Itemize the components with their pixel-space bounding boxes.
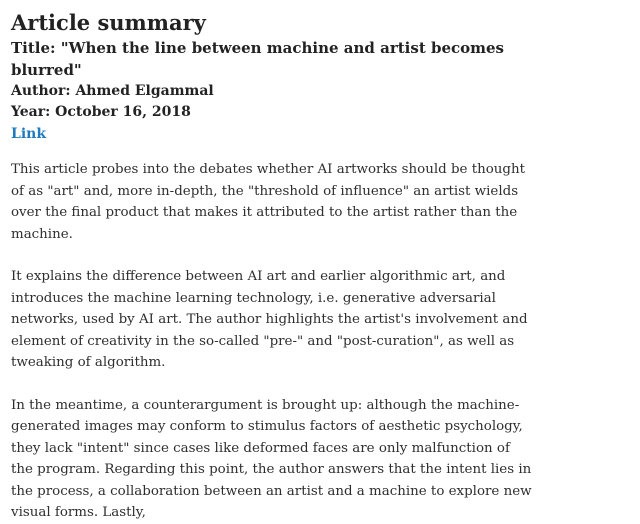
summary-paragraph-3: In the meantime, a counterargument is brought up: although the machine-generated images may conform to stimulus factors of aesthetic psychology, they lack "intent" since cases like deformed faces are only malfunction of the program. Regarding this point, the author answers that the intent lies in the process, a collaboration between an artist and a machine to explore new visual forms. Lastly, — [11, 397, 532, 520]
article-author: Author: Ahmed Elgammal — [11, 83, 214, 99]
article-title: Title: "When the line between machine and artist becomes blurred" — [11, 39, 504, 79]
article-year: Year: October 16, 2018 — [11, 104, 191, 120]
article-summary — [11, 10, 571, 524]
summary-paragraph-1: This article probes into the debates whether AI artworks should be thought of as "art" and, more in-depth, the "threshold of influence" an artist wields over the final product that makes it attributed to the artist rather than the machine. — [11, 162, 525, 242]
article-link[interactable]: Link — [11, 126, 47, 142]
page-title: Article summary — [11, 10, 206, 35]
summary-paragraph-2: It explains the difference between AI art and earlier algorithmic art, and introduces the machine learning technology, i.e. generative adversarial networks, used by AI art. The author highlights the artist's involvement and element of creativity in the so-called "pre-" and "post-curation", as well as tweaking of algorithm. — [11, 269, 528, 370]
